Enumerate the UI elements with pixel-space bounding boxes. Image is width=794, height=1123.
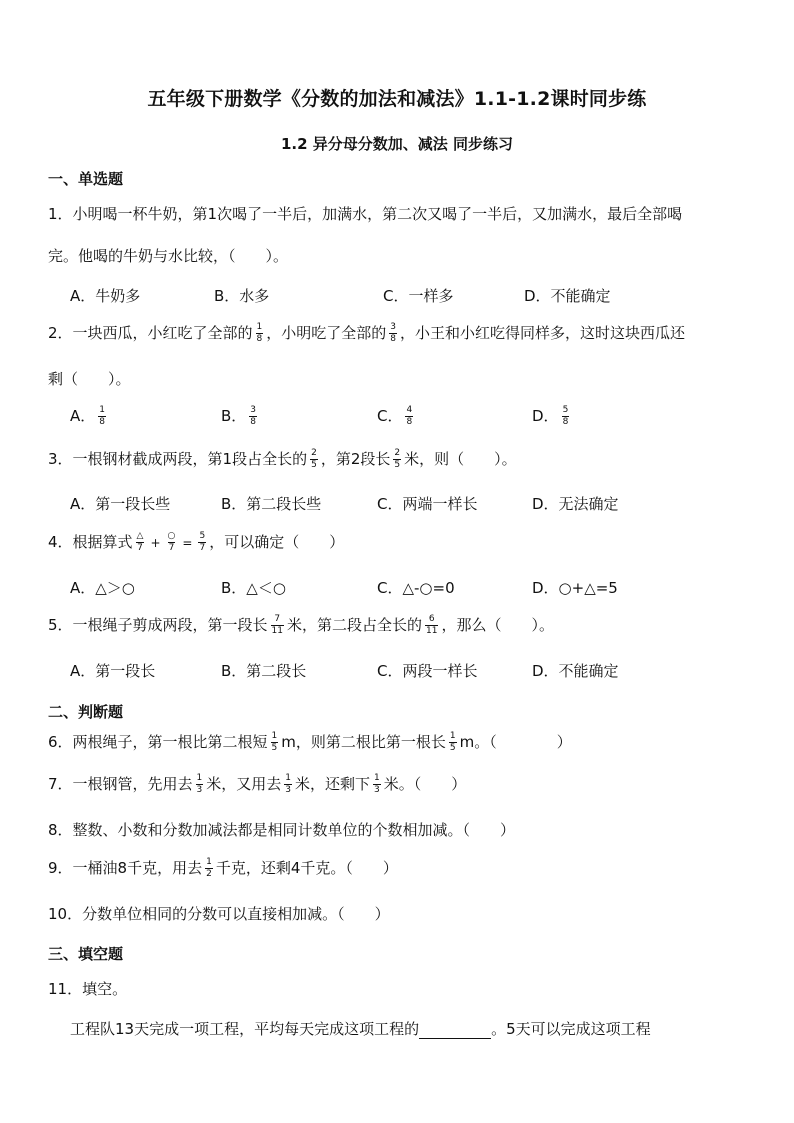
denominator: 8 xyxy=(390,334,397,344)
numerator: 1 xyxy=(99,405,105,415)
question-3 xyxy=(48,448,517,471)
answer-blank[interactable] xyxy=(419,1024,491,1039)
q7-text-d: 米。（ ） xyxy=(383,775,467,793)
equals-sign: = xyxy=(182,536,193,550)
fraction xyxy=(449,731,457,754)
question-4 xyxy=(48,531,344,554)
q1-option-a: A．牛奶多 xyxy=(70,287,141,305)
denominator: 11 xyxy=(426,626,438,636)
option-label: B． xyxy=(221,407,247,425)
section-heading-single-choice: 一、单选题 xyxy=(48,170,124,188)
q2-option-b xyxy=(221,405,260,428)
fraction xyxy=(425,614,438,637)
q3-text-a: 3．一根钢材截成两段，第1段占全长的 xyxy=(48,450,308,468)
fraction xyxy=(271,731,279,754)
q5-option-b: B．第二段长 xyxy=(221,662,307,680)
q2-text-c: ，小王和小红吃得同样多，这时这块西瓜还 xyxy=(400,324,686,342)
fraction xyxy=(205,857,213,880)
q2-option-d xyxy=(532,405,572,428)
question-6 xyxy=(48,731,572,754)
question-11-body xyxy=(70,1018,651,1039)
q4-option-c: C．△-○=0 xyxy=(377,579,455,597)
numerator: 6 xyxy=(428,614,435,624)
fraction xyxy=(284,773,292,796)
denominator: 11 xyxy=(271,626,283,636)
q7-text-a: 7．一根钢管，先用去 xyxy=(48,775,193,793)
q11-text-a: 工程队13天完成一项工程，平均每天完成这项工程的 xyxy=(70,1020,420,1038)
q4-text-a: 4．根据算式 xyxy=(48,533,133,551)
numerator: 2 xyxy=(394,448,401,458)
q3-option-a: A．第一段长些 xyxy=(70,495,171,513)
question-2-line-1 xyxy=(48,322,685,345)
q5-option-a: A．第一段长 xyxy=(70,662,156,680)
denominator: 8 xyxy=(250,417,257,427)
section-heading-true-false: 二、判断题 xyxy=(48,703,124,721)
question-9 xyxy=(48,857,398,880)
q9-text-b: 千克，还剩4千克。（ ） xyxy=(215,859,398,877)
numerator: △ xyxy=(136,531,144,541)
q6-text-c: m。（ ） xyxy=(459,733,572,751)
fraction xyxy=(256,322,264,345)
q4-option-a: A．△＞○ xyxy=(70,579,135,597)
denominator: 3 xyxy=(196,785,203,795)
numerator: 3 xyxy=(390,322,397,332)
fraction xyxy=(373,773,381,796)
numerator: 2 xyxy=(311,448,317,458)
fraction xyxy=(198,531,206,554)
option-label: A． xyxy=(70,407,96,425)
numerator: 3 xyxy=(250,405,257,415)
denominator: 8 xyxy=(256,334,263,344)
fraction xyxy=(167,531,177,554)
question-10: 10．分数单位相同的分数可以直接相加减。（ ） xyxy=(48,905,390,923)
numerator: 5 xyxy=(562,405,569,415)
numerator: 1 xyxy=(206,857,212,867)
question-2-line-2: 剩（ ）。 xyxy=(48,370,131,388)
fraction xyxy=(196,773,204,796)
numerator: 1 xyxy=(256,322,263,332)
q3-text-b: ，第2段长 xyxy=(320,450,391,468)
q5-text-a: 5．一根绳子剪成两段，第一段长 xyxy=(48,616,268,634)
q7-text-b: 米，又用去 xyxy=(206,775,282,793)
question-1-line-1: 1．小明喝一杯牛奶，第1次喝了一半后，加满水，第二次又喝了一半后，又加满水，最后全部喝 xyxy=(48,205,683,223)
q1-option-c: C．一样多 xyxy=(383,287,454,305)
numerator: 1 xyxy=(271,731,278,741)
denominator: 2 xyxy=(206,869,212,879)
denominator: 3 xyxy=(285,785,292,795)
denominator: 5 xyxy=(271,743,278,753)
q3-text-c: 米，则（ ）。 xyxy=(404,450,517,468)
numerator: 4 xyxy=(406,405,413,415)
q5-text-c: ，那么（ ）。 xyxy=(441,616,554,634)
fraction xyxy=(405,405,413,428)
denominator: 8 xyxy=(99,417,105,427)
q4-option-d: D．○+△=5 xyxy=(532,579,618,597)
denominator: 5 xyxy=(449,743,456,753)
q6-text-b: m，则第二根比第一根长 xyxy=(281,733,446,751)
fraction xyxy=(310,448,318,471)
denominator: 7 xyxy=(168,543,175,553)
q5-option-c: C．两段一样长 xyxy=(377,662,478,680)
q6-text-a: 6．两根绳子，第一根比第二根短 xyxy=(48,733,268,751)
page-title: 五年级下册数学《分数的加法和减法》1.1-1.2课时同步练 xyxy=(147,88,647,110)
fraction xyxy=(393,448,401,471)
q5-option-d: D．不能确定 xyxy=(532,662,619,680)
numerator: ○ xyxy=(167,531,176,541)
q4-text-b: ，可以确定（ ） xyxy=(209,533,345,551)
q2-text-b: ，小明吃了全部的 xyxy=(266,324,387,342)
q1-option-b: B．水多 xyxy=(214,287,270,305)
question-8: 8．整数、小数和分数加减法都是相同计数单位的个数相加减。（ ） xyxy=(48,821,516,839)
q1-option-d: D．不能确定 xyxy=(524,287,611,305)
section-heading-fill-blank: 三、填空题 xyxy=(48,945,124,963)
fraction xyxy=(271,614,284,637)
q2-option-a xyxy=(70,405,109,428)
q2-text-a: 2．一块西瓜，小红吃了全部的 xyxy=(48,324,253,342)
option-label: D． xyxy=(532,407,559,425)
q9-text-a: 9．一桶油8千克，用去 xyxy=(48,859,203,877)
question-7 xyxy=(48,773,466,796)
fraction xyxy=(389,322,397,345)
q5-text-b: 米，第二段占全长的 xyxy=(287,616,423,634)
numerator: 7 xyxy=(274,614,281,624)
denominator: 7 xyxy=(137,543,143,553)
question-5 xyxy=(48,614,554,637)
fraction xyxy=(98,405,106,428)
q11-text-b: 。5天可以完成这项工程 xyxy=(491,1020,651,1038)
numerator: 1 xyxy=(196,773,203,783)
denominator: 5 xyxy=(311,460,317,470)
denominator: 8 xyxy=(562,417,569,427)
fraction xyxy=(136,531,145,554)
denominator: 5 xyxy=(394,460,401,470)
question-11-heading: 11．填空。 xyxy=(48,980,128,998)
numerator: 1 xyxy=(374,773,380,783)
question-1-line-2: 完。他喝的牛奶与水比较，（ ）。 xyxy=(48,247,289,265)
numerator: 5 xyxy=(199,531,206,541)
q2-option-c xyxy=(377,405,416,428)
option-label: C． xyxy=(377,407,403,425)
numerator: 1 xyxy=(285,773,292,783)
plus-sign: + xyxy=(150,536,161,550)
q7-text-c: 米，还剩下 xyxy=(295,775,371,793)
q4-option-b: B．△＜○ xyxy=(221,579,286,597)
fraction xyxy=(562,405,570,428)
denominator: 7 xyxy=(199,543,206,553)
fraction xyxy=(249,405,257,428)
q3-option-c: C．两端一样长 xyxy=(377,495,478,513)
denominator: 3 xyxy=(374,785,380,795)
q3-option-b: B．第二段长些 xyxy=(221,495,322,513)
numerator: 1 xyxy=(449,731,456,741)
page-subtitle: 1.2 异分母分数加、减法 同步练习 xyxy=(280,135,514,153)
q3-option-d: D．无法确定 xyxy=(532,495,619,513)
denominator: 8 xyxy=(406,417,413,427)
